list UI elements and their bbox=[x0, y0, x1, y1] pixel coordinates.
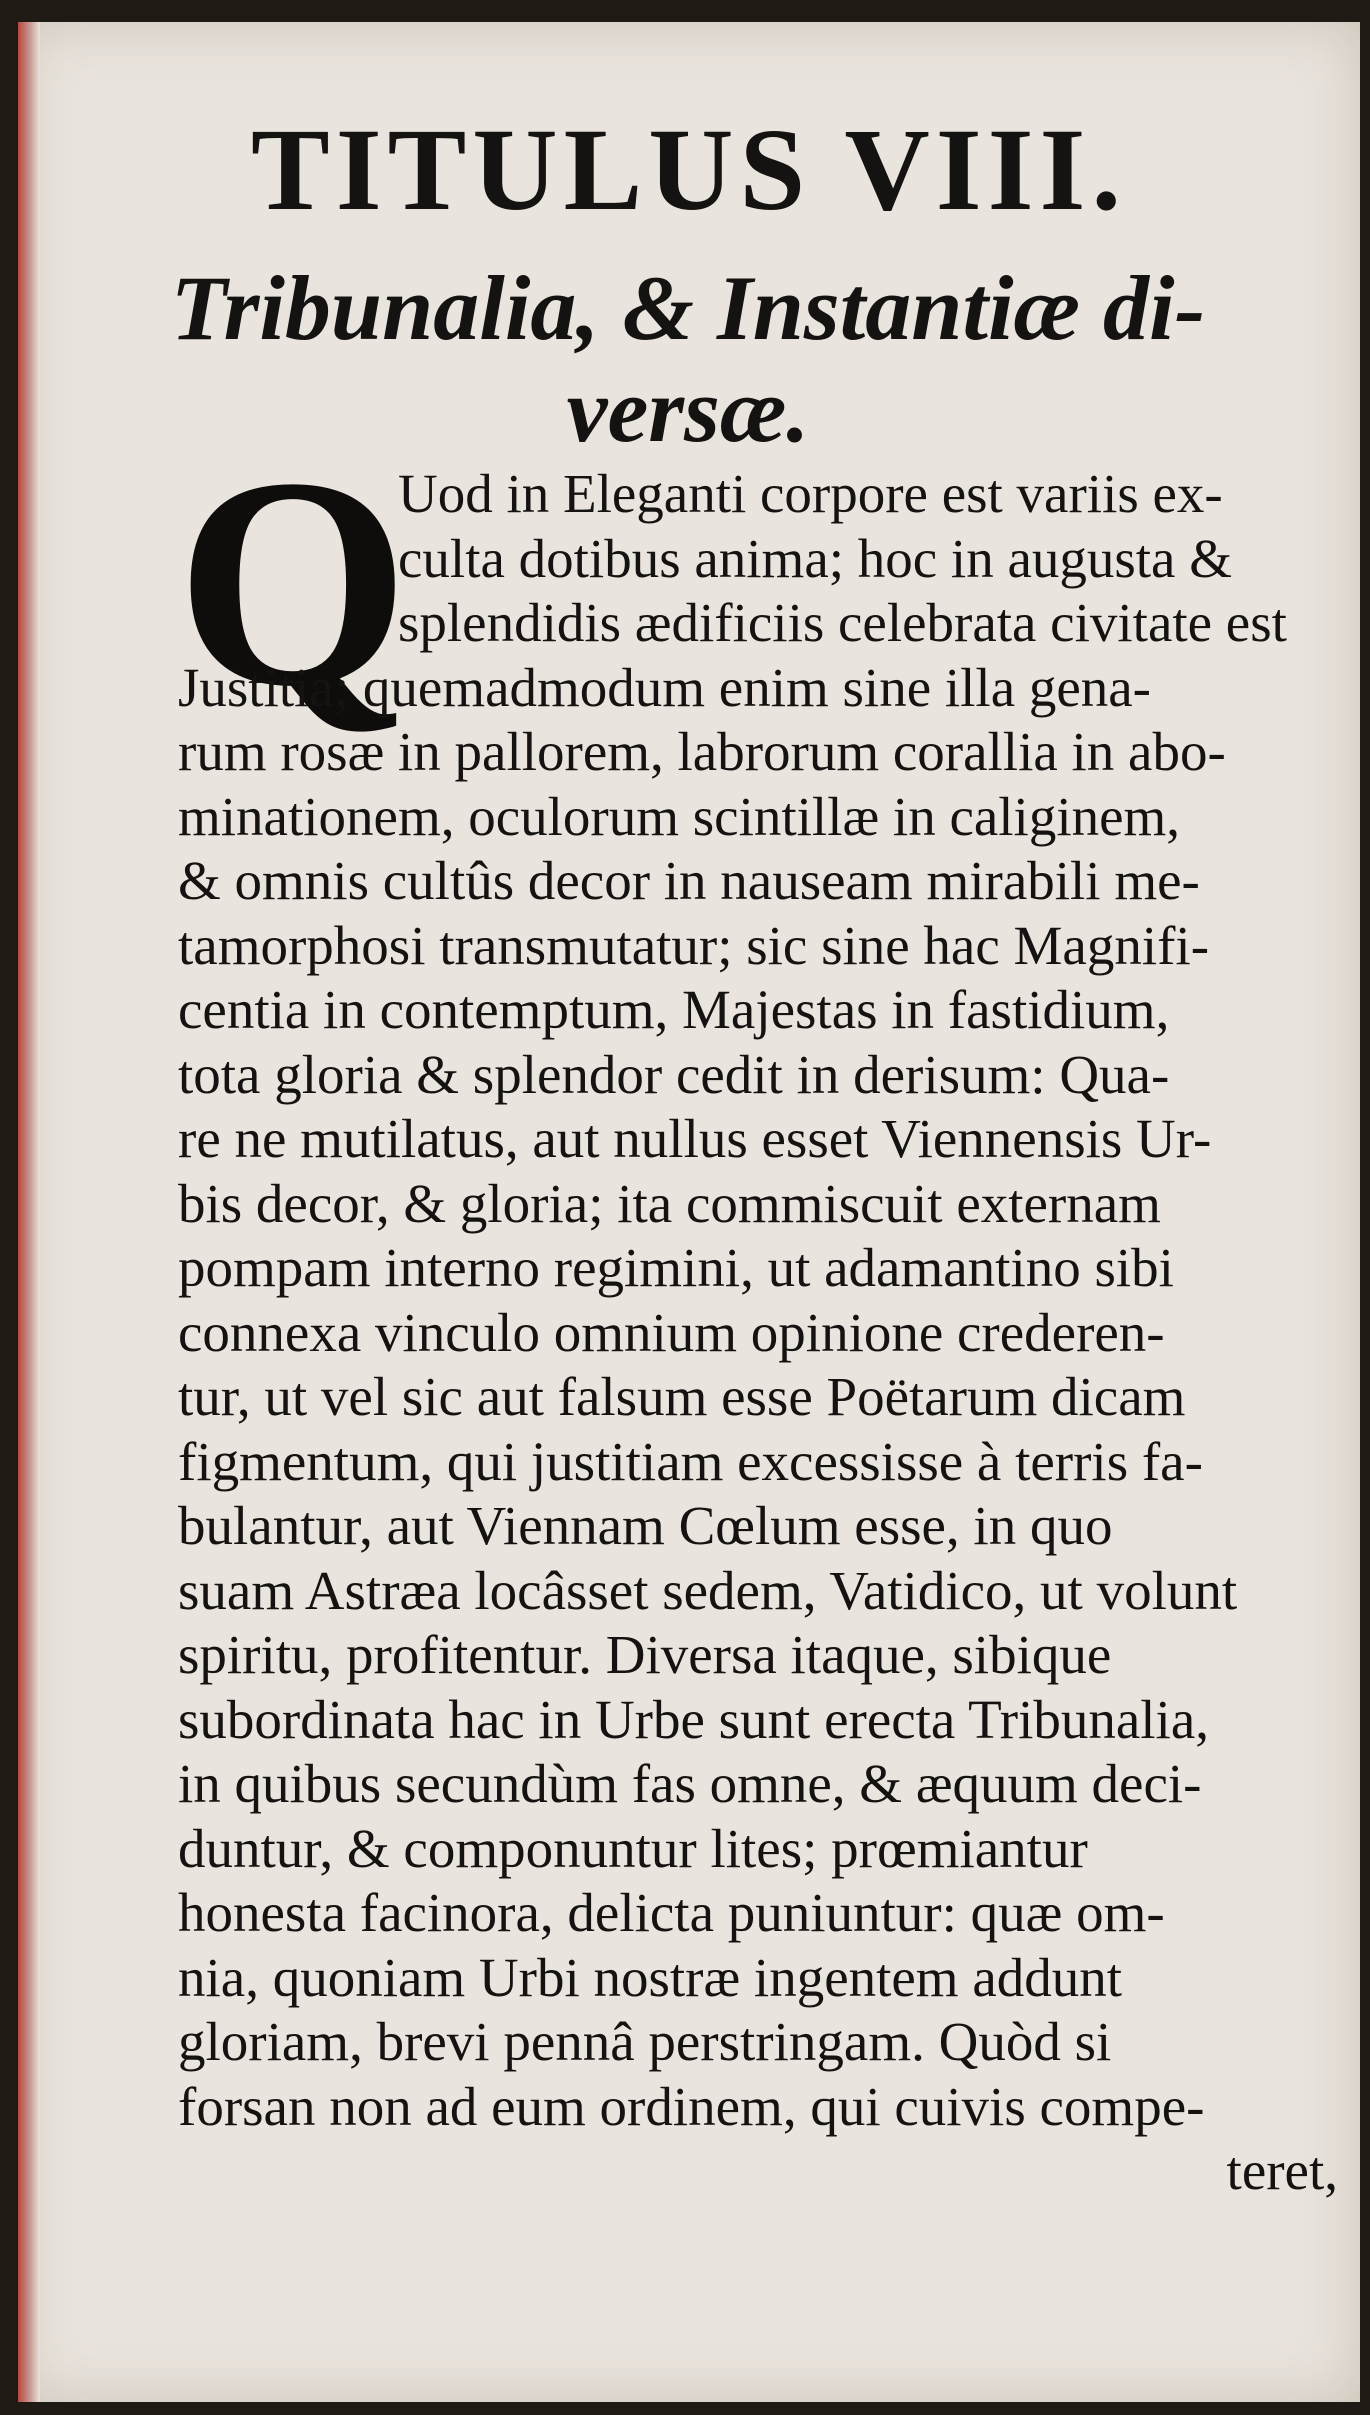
page-spine-edge bbox=[18, 22, 40, 2402]
text-line: nia, quoniam Urbi nostræ ingentem addunt bbox=[178, 1946, 1123, 2008]
subtitle-line-1: Tribunalia, & Instantiæ di- bbox=[170, 257, 1206, 359]
text-line: tur, ut vel sic aut falsum esse Poëtarum dicam bbox=[178, 1366, 1186, 1427]
page-title: TITULUS VIII. bbox=[251, 104, 1127, 235]
book-page bbox=[18, 22, 1360, 2402]
text-line: Justitia; quemadmodum enim sine illa gena- bbox=[178, 656, 1152, 718]
text-line: bis decor, & gloria; ita commiscuit externam bbox=[178, 1172, 1161, 1234]
text-line: Uod in Eleganti corpore est variis ex- bbox=[398, 463, 1223, 524]
text-line: honesta facinora, delicta puniuntur: quæ om- bbox=[178, 1882, 1165, 1943]
text-line: & omnis cultûs decor in nauseam mirabili me- bbox=[178, 850, 1200, 911]
text-line: culta dotibus anima; hoc in augusta & bbox=[398, 527, 1232, 589]
text-line: centia in contemptum, Majestas in fastidium, bbox=[178, 979, 1170, 1040]
text-line: in quibus secundùm fas omne, & æquum deci- bbox=[178, 1753, 1202, 1814]
text-line: pompam interno regimini, ut adamantino sibi bbox=[178, 1237, 1174, 1298]
text-line: rum rosæ in pallorem, labrorum corallia in abo- bbox=[178, 721, 1226, 782]
text-line: suam Astræa locâsset sedem, Vatidico, ut volunt bbox=[178, 1559, 1238, 1621]
text-line: gloriam, brevi pennâ perstringam. Quòd si bbox=[178, 2011, 1112, 2072]
text-line: subordinata hac in Urbe sunt erecta Tribunalia, bbox=[178, 1688, 1209, 1750]
text-line: forsan non ad eum ordinem, qui cuivis compe- bbox=[178, 2075, 1205, 2137]
body-paragraph bbox=[176, 416, 1358, 2204]
text-line: splendidis ædificiis celebrata civitate est bbox=[398, 592, 1287, 653]
text-line: tamorphosi transmutatur; sic sine hac Magnifi- bbox=[178, 914, 1210, 976]
text-line: re ne mutilatus, aut nullus esset Viennensis Ur- bbox=[178, 1108, 1212, 1169]
text-line: figmentum, qui justitiam excessisse à terris fa- bbox=[178, 1430, 1203, 1492]
text-line: bulantur, aut Viennam Cœlum esse, in quo bbox=[178, 1495, 1113, 1556]
text-line: minationem, oculorum scintillæ in caliginem, bbox=[178, 785, 1181, 847]
catchword: teret, bbox=[1226, 2140, 1338, 2201]
text-line: tota gloria & splendor cedit in derisum: Qua- bbox=[178, 1043, 1170, 1105]
text-line: connexa vinculo omnium opinione crederen- bbox=[178, 1301, 1165, 1363]
text-line: spiritu, profitentur. Diversa itaque, sibique bbox=[178, 1624, 1112, 1685]
drop-cap-initial: Q bbox=[176, 416, 410, 748]
subtitle-line-2: versæ. bbox=[566, 359, 810, 461]
text-line: duntur, & componuntur lites; prœmiantur bbox=[178, 1817, 1088, 1879]
